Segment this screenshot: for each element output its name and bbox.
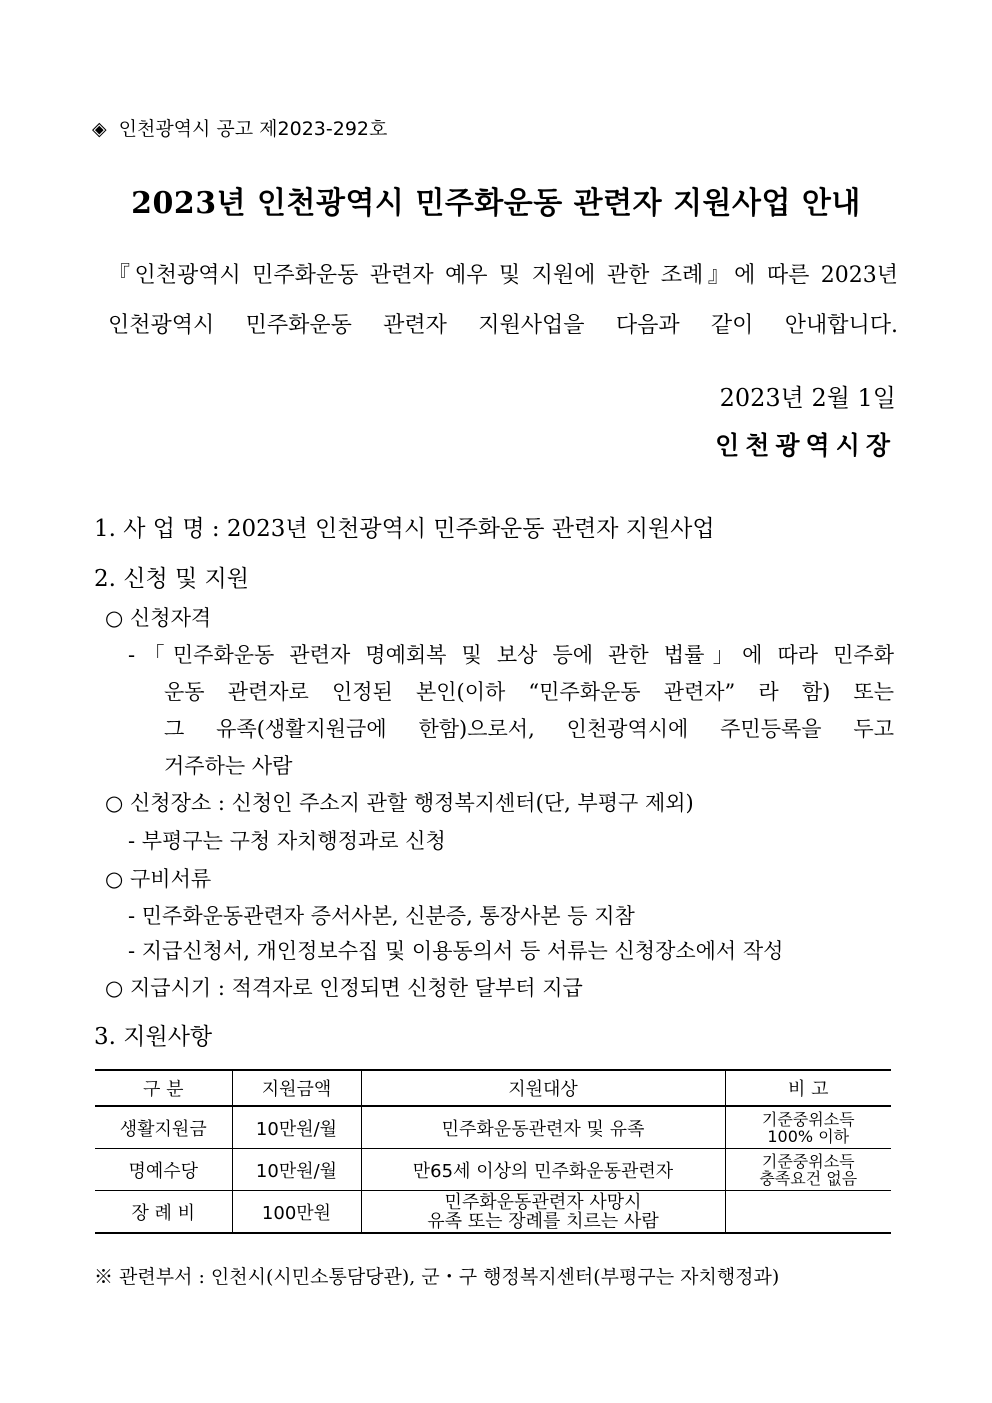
row-note — [725, 1106, 891, 1149]
row-note-line-2: 충족요건 없음 — [759, 1168, 858, 1188]
related-departments-footnote: ※ 관련부서 : 인천시(시민소통담당관), 군・구 행정복지센터(부평구는 자치행정과) — [94, 1266, 780, 1288]
row-target: 만65세 이상의 민주화운동관련자 — [361, 1149, 725, 1191]
documents-item-1: - 민주화운동관련자 증서사본, 신분증, 통장사본 등 지참 — [128, 904, 635, 928]
header-target: 지원대상 — [361, 1070, 725, 1106]
row-note-empty — [725, 1191, 891, 1234]
row-target-line-2: 유족 또는 장례를 치르는 사람 — [427, 1210, 659, 1232]
row-note — [725, 1149, 891, 1191]
documents-label: ○ 구비서류 — [105, 867, 212, 891]
intro-line-2: 인천광역시 민주화운동 관련자 지원사업을 다음과 같이 안내합니다. — [108, 313, 898, 338]
payment-timing: ○ 지급시기 : 적격자로 인정되면 신청한 달부터 지급 — [105, 976, 583, 1000]
notice-text: 인천광역시 공고 제2023-292호 — [118, 118, 388, 140]
eligibility-label: ○ 신청자격 — [105, 606, 212, 630]
section-2-heading: 2. 신청 및 지원 — [94, 566, 249, 592]
notice-number — [92, 114, 387, 141]
row-note-line-2: 100% 이하 — [767, 1126, 850, 1146]
eligibility-line-2: 운동 관련자로 인정된 본인(이하 “민주화운동 관련자” 라 함) 또는 — [164, 680, 894, 704]
row-target — [361, 1191, 725, 1234]
section-1-business-name: 1. 사 업 명 : 2023년 인천광역시 민주화운동 관련자 지원사업 — [94, 516, 715, 542]
header-type: 구 분 — [95, 1070, 232, 1106]
diamond-icon: ◈ — [92, 118, 107, 140]
row-target-line-1: 민주화운동관련자 사망시 — [444, 1191, 642, 1213]
announcement-date: 2023년 2월 1일 — [719, 384, 896, 412]
row-target: 민주화운동관련자 및 유족 — [361, 1106, 725, 1149]
place-note: - 부평구는 구청 자치행정과로 신청 — [128, 829, 446, 853]
row-note-line-1: 기준중위소득 — [761, 1151, 855, 1171]
row-note-line-1: 기준중위소득 — [761, 1109, 855, 1129]
row-type: 생활지원금 — [95, 1106, 232, 1149]
row-amount: 10만원/월 — [232, 1106, 361, 1149]
header-note: 비 고 — [725, 1070, 891, 1106]
eligibility-line-4: 거주하는 사람 — [164, 754, 293, 778]
row-type: 장 례 비 — [95, 1191, 232, 1234]
page-title: 2023년 인천광역시 민주화운동 관련자 지원사업 안내 — [131, 186, 861, 221]
table-row — [95, 1106, 891, 1149]
eligibility-line-1: -「민주화운동 관련자 명예회복 및 보상 등에 관한 법률」에 따라 민주화 — [128, 643, 894, 667]
row-amount: 10만원/월 — [232, 1149, 361, 1191]
eligibility-line-3: 그 유족(생활지원금에 한함)으로서, 인천광역시에 주민등록을 두고 — [164, 717, 894, 741]
intro-line-1: 『인천광역시 민주화운동 관련자 예우 및 지원에 관한 조례』에 따른 2023년 — [108, 263, 898, 288]
row-amount: 100만원 — [232, 1191, 361, 1234]
section-3-heading: 3. 지원사항 — [94, 1024, 213, 1050]
table-header-row — [95, 1070, 891, 1106]
table-row — [95, 1191, 891, 1234]
support-table — [95, 1069, 891, 1234]
documents-item-2: - 지급신청서, 개인정보수집 및 이용동의서 등 서류는 신청장소에서 작성 — [128, 939, 784, 963]
table-row — [95, 1149, 891, 1191]
row-type: 명예수당 — [95, 1149, 232, 1191]
place-label: ○ 신청장소 : 신청인 주소지 관할 행정복지센터(단, 부평구 제외) — [105, 791, 694, 815]
header-amount: 지원금액 — [232, 1070, 361, 1106]
signer: 인천광역시장 — [715, 431, 896, 460]
